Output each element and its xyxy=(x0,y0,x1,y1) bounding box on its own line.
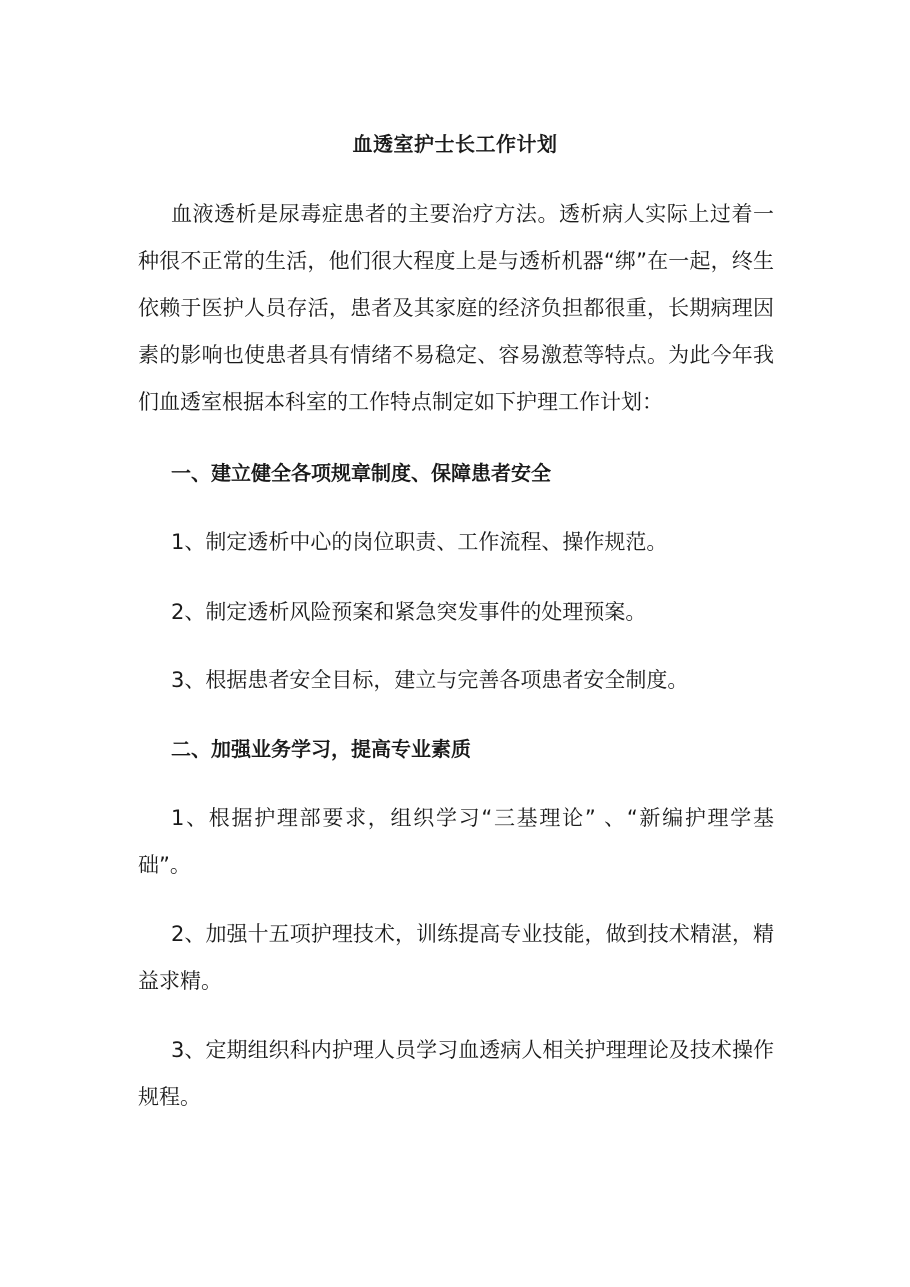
section-2-item-1: 1、根据护理部要求，组织学习“三基理论” 、“新编护理学基础”。 xyxy=(138,806,774,877)
section-heading-1: 一、建立健全各项规章制度、保障患者安全 xyxy=(171,461,551,485)
section-2-item-2: 2、加强十五项护理技术，训练提高专业技能，做到技术精湛，精益求精。 xyxy=(138,922,774,993)
section-1-item-1: 1、制定透析中心的岗位职责、工作流程、操作规范。 xyxy=(171,530,668,554)
section-heading-2: 二、加强业务学习，提高专业素质 xyxy=(171,737,471,761)
intro-paragraph: 血液透析是尿毒症患者的主要治疗方法。透析病人实际上过着一种很不正常的生活，他们很大程度上是与透析机器“绑”在一起，终生依赖于医护人员存活，患者及其家庭的经济负担都很重，长期病理因素的影响也使患者具有情绪不易稳定、容易激惹等特点。为此今年我们血透室根据本科室的工作特点制定如下护理工作计划： xyxy=(138,202,774,414)
document-title: 血透室护士长工作计划 xyxy=(352,132,558,156)
section-1-item-3: 3、根据患者安全目标，建立与完善各项患者安全制度。 xyxy=(171,668,689,692)
section-1-item-2: 2、制定透析风险预案和紧急突发事件的处理预案。 xyxy=(171,600,647,624)
section-2-item-3: 3、定期组织科内护理人员学习血透病人相关护理理论及技术操作规程。 xyxy=(138,1038,774,1109)
